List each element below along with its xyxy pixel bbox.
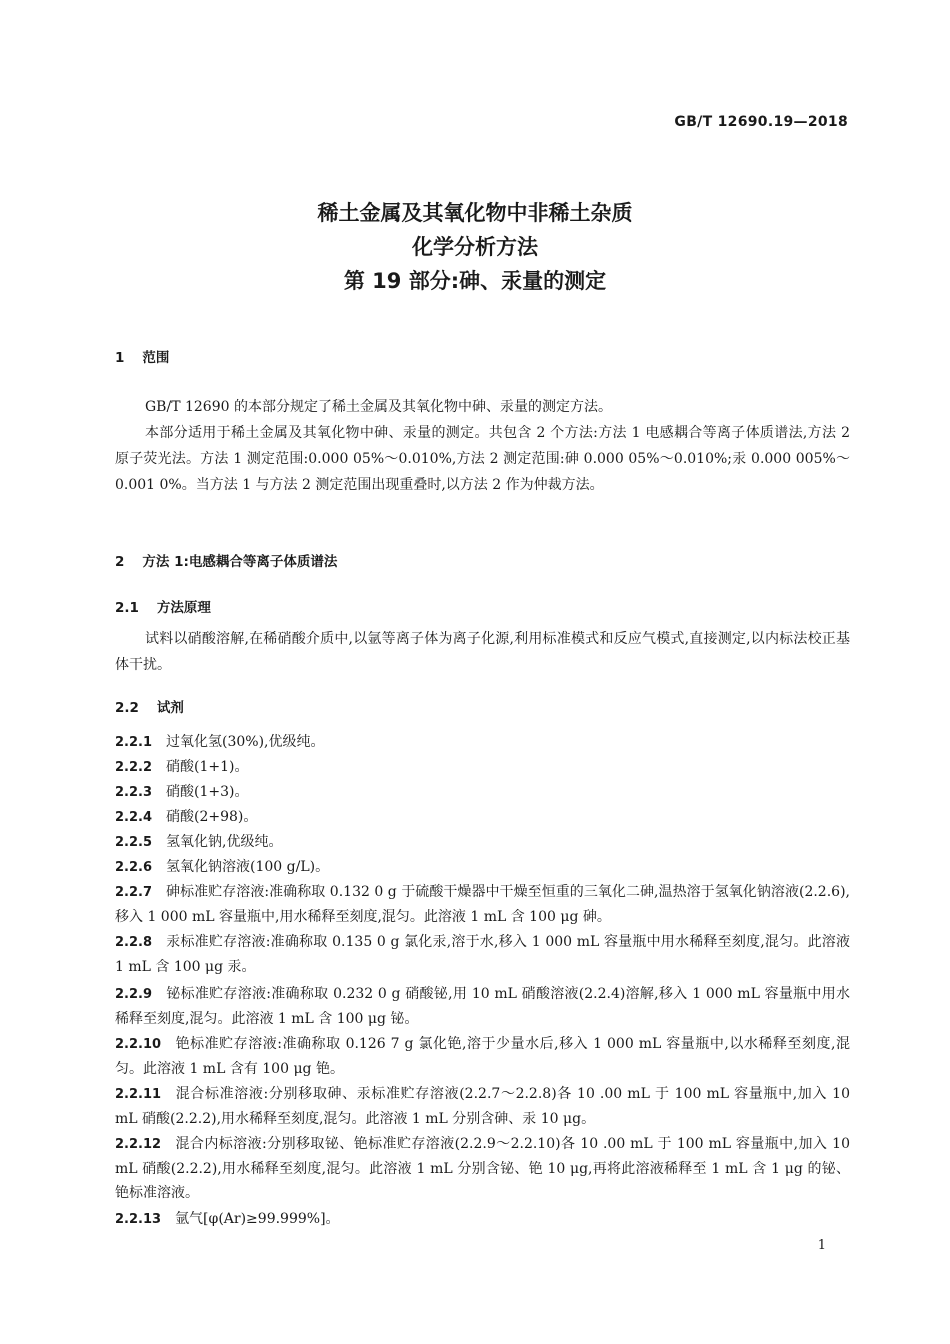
reagent-text: 硝酸(2+98)。 <box>166 809 258 825</box>
reagent-item <box>115 855 850 880</box>
section-1-heading <box>115 346 169 366</box>
reagent-item <box>115 982 850 1031</box>
reagent-number: 2.2.10 <box>115 1037 162 1052</box>
section-2-2-heading <box>115 696 184 716</box>
reagent-item <box>115 730 850 755</box>
reagent-number: 2.2.12 <box>115 1137 162 1152</box>
title-line-3: 第 19 部分:砷、汞量的测定 <box>343 269 607 293</box>
reagent-item <box>115 1132 850 1205</box>
document-title <box>0 196 950 298</box>
section-number: 2 <box>115 554 125 570</box>
section-number: 1 <box>115 350 125 366</box>
section-number: 2.2 <box>115 700 139 716</box>
title-line-2: 化学分析方法 <box>412 235 538 259</box>
reagent-text: 铋标准贮存溶液:准确称取 0.232 0 g 硝酸铋,用 10 mL 硝酸溶液(2.2.4)溶解,移入 1 000 mL 容量瓶中用水稀释至刻度,混匀。此溶液 1 mL 含 100 μg 铋。 <box>115 986 850 1027</box>
reagent-text: 混合标准溶液:分别移取砷、汞标准贮存溶液(2.2.7～2.2.8)各 10 .00 mL 于 100 mL 容量瓶中,加入 10 mL 硝酸(2.2.2),用水稀释至刻度,混匀。此溶液 1 mL 分别含砷、汞 10 μg。 <box>115 1086 850 1127</box>
section-2-heading <box>115 550 337 570</box>
reagent-number: 2.2.1 <box>115 735 153 750</box>
reagent-number: 2.2.5 <box>115 835 153 850</box>
reagent-item <box>115 805 850 830</box>
reagent-text: 砷标准贮存溶液:准确称取 0.132 0 g 于硫酸干燥器中干燥至恒重的三氧化二砷,温热溶于氢氧化钠溶液(2.2.6),移入 1 000 mL 容量瓶中,用水稀释至刻度,混匀。此溶液 1 mL 含 100 μg 砷。 <box>115 884 850 925</box>
reagent-item <box>115 1207 850 1232</box>
reagent-text: 汞标准贮存溶液:准确称取 0.135 0 g 氯化汞,溶于水,移入 1 000 mL 容量瓶中用水稀释至刻度,混匀。此溶液 1 mL 含 100 μg 汞。 <box>115 934 850 975</box>
reagent-item <box>115 1082 850 1131</box>
reagent-text: 混合内标溶液:分别移取铋、铯标准贮存溶液(2.2.9～2.2.10)各 10 .00 mL 于 100 mL 容量瓶中,加入 10 mL 硝酸(2.2.2),用水稀释至刻度,混匀。此溶液 1 mL 分别含铋、铯 10 μg,再将此溶液稀释至 1 mL 含 1 μg 的铋、铯标准溶液。 <box>115 1136 850 1201</box>
reagent-number: 2.2.11 <box>115 1087 162 1102</box>
reagent-text: 过氧化氢(30%),优级纯。 <box>166 734 325 750</box>
reagent-number: 2.2.7 <box>115 885 153 900</box>
reagent-number: 2.2.13 <box>115 1212 162 1227</box>
reagent-number: 2.2.6 <box>115 860 153 875</box>
reagent-number: 2.2.9 <box>115 987 153 1002</box>
reagent-item <box>115 1032 850 1081</box>
reagent-number: 2.2.8 <box>115 935 153 950</box>
reagent-item <box>115 930 850 979</box>
reagent-text: 氢氧化钠,优级纯。 <box>166 834 283 850</box>
section-title: 范围 <box>142 350 170 366</box>
section-title: 试剂 <box>156 700 184 716</box>
reagent-text: 硝酸(1+1)。 <box>166 759 249 775</box>
page-number: 1 <box>817 1238 826 1253</box>
reagent-text: 硝酸(1+3)。 <box>166 784 249 800</box>
section-title: 方法原理 <box>156 600 211 616</box>
reagent-number: 2.2.4 <box>115 810 153 825</box>
reagent-text: 氩气[φ(Ar)≥99.999%]。 <box>175 1211 340 1227</box>
reagent-number: 2.2.3 <box>115 785 153 800</box>
reagent-item <box>115 755 850 780</box>
reagent-item <box>115 880 850 929</box>
section-1-paragraph-1: GB/T 12690 的本部分规定了稀土金属及其氧化物中砷、汞量的测定方法。 <box>145 399 612 415</box>
section-2-1-paragraph: 试料以硝酸溶解,在稀硝酸介质中,以氩等离子体为离子化源,利用标准模式和反应气模式,直接测定,以内标法校正基体干扰。 <box>115 631 850 673</box>
reagent-item <box>115 780 850 805</box>
title-line-1: 稀土金属及其氧化物中非稀土杂质 <box>317 201 633 225</box>
reagent-item <box>115 830 850 855</box>
reagent-number: 2.2.2 <box>115 760 153 775</box>
reagent-text: 氢氧化钠溶液(100 g/L)。 <box>166 859 330 875</box>
section-number: 2.1 <box>115 600 139 616</box>
standard-code: GB/T 12690.19—2018 <box>674 114 848 130</box>
section-2-1-heading <box>115 596 211 616</box>
section-title: 方法 1:电感耦合等离子体质谱法 <box>142 554 338 570</box>
reagent-text: 铯标准贮存溶液:准确称取 0.126 7 g 氯化铯,溶于少量水后,移入 1 000 mL 容量瓶中,以水稀释至刻度,混匀。此溶液 1 mL 含有 100 μg 铯。 <box>115 1036 850 1077</box>
section-1-paragraph-2: 本部分适用于稀土金属及其氧化物中砷、汞量的测定。共包含 2 个方法:方法 1 电感耦合等离子体质谱法,方法 2 原子荧光法。方法 1 测定范围:0.000 05%～0.010%,方法 2 测定范围:砷 0.000 05%～0.010%;汞 0.000 005%～0.001 0%。当方法 1 与方法 2 测定范围出现重叠时,以方法 2 作为仲裁方法。 <box>115 425 850 493</box>
